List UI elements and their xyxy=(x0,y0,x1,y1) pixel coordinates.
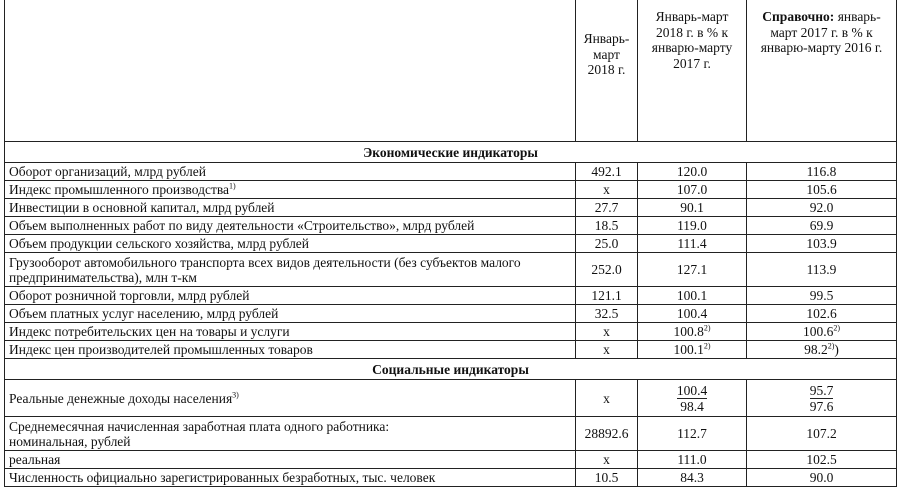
row-v2018: 18.5 xyxy=(576,217,638,235)
section-social xyxy=(5,359,897,380)
row-name: Оборот розничной торговли, млрд рублей xyxy=(5,287,576,305)
header-reference-title: Справочно: xyxy=(762,9,835,24)
section-title-economic: Экономические индикаторы xyxy=(5,142,897,163)
row-name: Индекс цен производителей промышленных товаров xyxy=(5,341,576,359)
row-name-cell xyxy=(5,380,576,417)
row-pct2017: 112.7 xyxy=(638,417,747,451)
header-jan-2018: Январь-март 2018 г. xyxy=(576,0,638,142)
table-row xyxy=(5,217,897,235)
table-row xyxy=(5,181,897,199)
footnote-mark: 3) xyxy=(232,390,239,399)
table-row xyxy=(5,305,897,323)
row-name: Объем выполненных работ по виду деятельности «Строительство», млрд рублей xyxy=(5,217,576,235)
row-name: Объем продукции сельского хозяйства, млрд рублей xyxy=(5,235,576,253)
row-ref2016: 103.9 xyxy=(747,235,897,253)
row-pct2017: 100.8 xyxy=(673,324,704,339)
table-row xyxy=(5,417,897,451)
value-top: 100.4 xyxy=(676,382,708,398)
row-name: Среднемесячная начисленная заработная плата одного работника: xyxy=(9,418,390,434)
row-ref2016-cell: 98.2$^{2)}$) xyxy=(747,341,897,359)
row-v2018: 121.1 xyxy=(576,287,638,305)
table-row xyxy=(5,341,897,359)
table-row xyxy=(5,163,897,181)
row-pct2017: 107.0 xyxy=(638,181,747,199)
row-pct2017: 111.4 xyxy=(638,235,747,253)
row-ref2016: 98.2 xyxy=(804,342,828,357)
row-name: Инвестиции в основной капитал, млрд рублей xyxy=(5,199,576,217)
row-ref2016: 100.6 xyxy=(802,324,834,339)
row-pct2017: 100.1 xyxy=(638,287,747,305)
value-bottom: 97.6 xyxy=(809,398,834,414)
row-ref2016: 107.2 xyxy=(747,417,897,451)
row-pct2017: 100.4 xyxy=(638,305,747,323)
row-name: Грузооборот автомобильного транспорта всех видов деятельности (без субъектов малого предпринимательства), млн т-км xyxy=(5,253,576,287)
indicators-table xyxy=(4,0,897,487)
row-name: реальная xyxy=(5,451,576,469)
footnote-mark: 2) xyxy=(827,341,835,351)
row-name-cell xyxy=(5,417,576,451)
table-row xyxy=(5,253,897,287)
row-v2018: 32.5 xyxy=(576,305,638,323)
row-name-cell xyxy=(5,181,576,199)
row-pct2017: 111.0 xyxy=(638,451,747,469)
row-ref2016: 105.6 xyxy=(747,181,897,199)
row-pct2017: 84.3 xyxy=(638,469,747,487)
row-pct2017-cell xyxy=(638,341,747,359)
section-title-social: Социальные индикаторы xyxy=(5,359,897,380)
row-ref2016: 102.6 xyxy=(747,305,897,323)
row-ref2016: 102.5 xyxy=(747,451,897,469)
table-row xyxy=(5,199,897,217)
row-pct2017: 100.1 xyxy=(673,342,704,357)
row-v2018: 27.7 xyxy=(576,199,638,217)
table-row xyxy=(5,235,897,253)
row-pct2017: 127.1 xyxy=(638,253,747,287)
row-ref2016: 113.9 xyxy=(747,253,897,287)
row-v2018: 25.0 xyxy=(576,235,638,253)
row-name: Индекс потребительских цен на товары и услуги xyxy=(5,323,576,341)
row-v2018: x xyxy=(576,341,638,359)
header-reference xyxy=(747,0,897,142)
footnote-mark: 2) xyxy=(703,341,711,351)
row-ref2016: 69.9 xyxy=(747,217,897,235)
row-pct2017: 90.1 xyxy=(638,199,747,217)
row-name: Объем платных услуг населению, млрд рублей xyxy=(5,305,576,323)
row-v2018: 252.0 xyxy=(576,253,638,287)
row-ref2016-stack xyxy=(747,380,897,417)
row-pct2017-stack xyxy=(638,380,747,417)
table-row xyxy=(5,323,897,341)
footnote-mark: 1) xyxy=(229,181,236,191)
row-ref2016: 90.0 xyxy=(747,469,897,487)
value-top: 95.7 xyxy=(809,382,834,398)
row-v2018: 10.5 xyxy=(576,469,638,487)
value-bottom: 98.4 xyxy=(680,398,704,414)
row-name: Индекс промышленного производства xyxy=(9,182,230,197)
row-ref2016: 116.8 xyxy=(747,163,897,181)
row-v2018: x xyxy=(576,451,638,469)
table-row xyxy=(5,287,897,305)
row-v2018: x xyxy=(576,181,638,199)
row-v2018: x xyxy=(576,323,638,341)
stacked-values xyxy=(642,383,742,414)
section-economic xyxy=(5,142,897,163)
row-pct2017: 119.0 xyxy=(638,217,747,235)
row-name: Реальные денежные доходы населения xyxy=(9,390,233,406)
row-name: Оборот организаций, млрд рублей xyxy=(5,163,576,181)
row-name: Численность официально зарегистрированных безработных, тыс. человек xyxy=(5,469,576,487)
header-empty-cell xyxy=(5,0,576,142)
row-v2018: 492.1 xyxy=(576,163,638,181)
table-row xyxy=(5,469,897,487)
row-subname: номинальная, рублей xyxy=(9,433,131,449)
table-row xyxy=(5,380,897,417)
footnote-mark: 2) xyxy=(833,323,841,333)
row-ref2016: 99.5 xyxy=(747,287,897,305)
header-reference-text: январь-март 2017 г. в % к январю-марту 2016 г. xyxy=(760,9,883,55)
row-ref2016: 92.0 xyxy=(747,199,897,217)
table-header-row xyxy=(5,0,897,142)
row-v2018: 28892.6 xyxy=(576,417,638,451)
row-pct2017-cell xyxy=(638,323,747,341)
row-ref2016-cell xyxy=(747,323,897,341)
row-v2018: x xyxy=(576,380,638,417)
footnote-mark: 2) xyxy=(703,323,711,333)
stacked-values xyxy=(751,383,892,414)
table-row xyxy=(5,451,897,469)
row-pct2017: 120.0 xyxy=(638,163,747,181)
header-pct-2017: Январь-март 2018 г. в % к январю-марту 2017 г. xyxy=(638,0,747,142)
